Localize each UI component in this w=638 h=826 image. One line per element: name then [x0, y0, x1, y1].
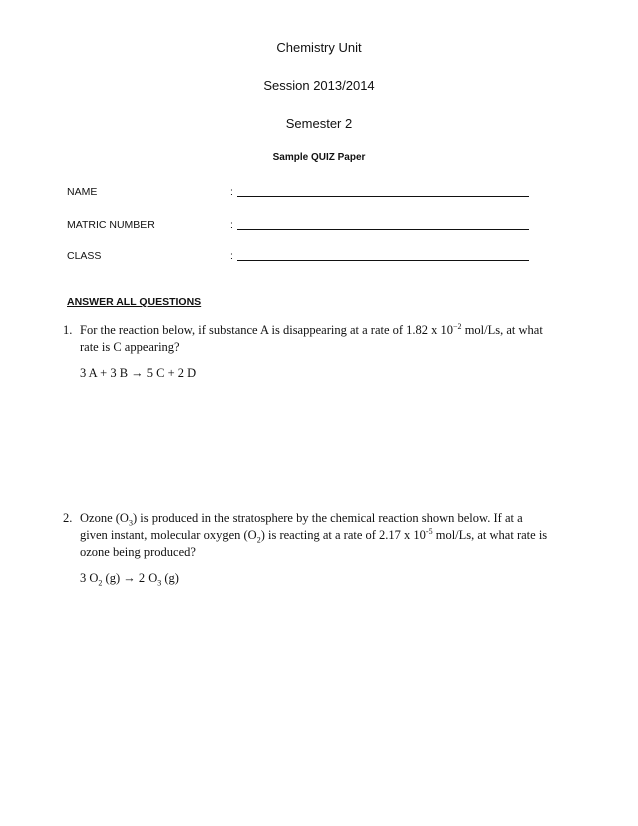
name-field-row	[67, 186, 547, 202]
matric-colon: :	[230, 219, 233, 231]
exponent: −2	[453, 321, 462, 331]
class-colon: :	[230, 250, 233, 262]
question-2	[63, 510, 553, 587]
paper-title: Sample QUIZ Paper	[272, 152, 366, 163]
semester-title: Semester 2	[285, 116, 353, 131]
name-label: NAME	[67, 186, 98, 198]
question-text: For the reaction below, if substance A is disappearing at a rate of 1.82 x $10^{-2}$ mol/Ls, at what rate is C appearing?	[80, 321, 543, 354]
class-label: CLASS	[67, 250, 102, 262]
class-blank-line[interactable]	[237, 260, 529, 261]
question-number: 1.	[63, 323, 73, 337]
matric-label: MATRIC NUMBER	[67, 219, 155, 231]
matric-blank-line[interactable]	[237, 229, 529, 230]
reaction-equation: 3 $O_2$ (g) → 2 $O_3$ (g)	[80, 571, 179, 588]
instructions-heading: ANSWER ALL QUESTIONS	[67, 296, 202, 308]
exponent: -5	[425, 526, 433, 536]
question-text: Ozone $(O_3)$ is produced in the stratosphere by the chemical reaction shown below. If at a given instant, molecular oxygen $(O_2)$ is reacting at a rate of 2.17 x $10^{-5}$ mol/Ls, at what rate is ozone being produced?	[80, 511, 548, 559]
question-1	[63, 322, 553, 382]
name-blank-line[interactable]	[237, 196, 529, 197]
name-colon: :	[230, 186, 233, 198]
reaction-equation: 3 A + 3 B → 5 C + 2 D	[80, 366, 197, 380]
question-number: 2.	[63, 511, 73, 525]
class-field-row	[67, 250, 547, 266]
unit-title: Chemistry Unit	[276, 40, 362, 55]
session-title: Session 2013/2014	[263, 78, 375, 93]
matric-field-row	[67, 219, 547, 235]
